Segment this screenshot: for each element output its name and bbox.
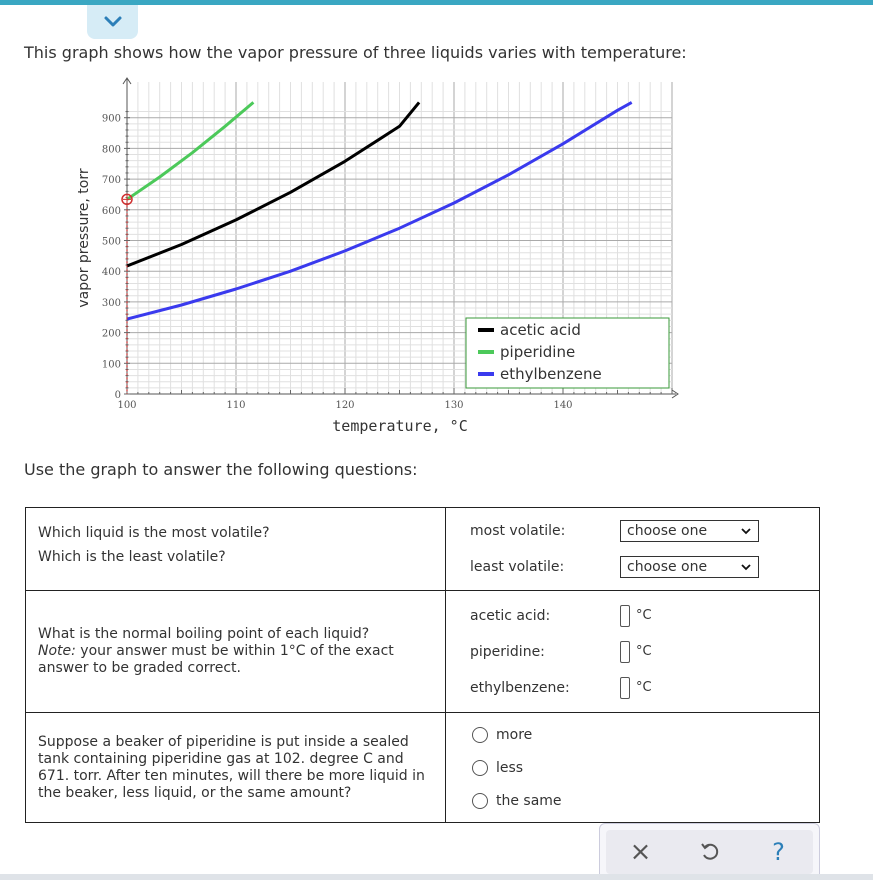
y-tick-label: 600: [101, 205, 121, 217]
undo-button[interactable]: [692, 834, 728, 870]
piperidine-label: piperidine:: [470, 643, 545, 660]
option-label: less: [496, 759, 524, 776]
vapor-pressure-chart: [0, 70, 873, 449]
radio-button[interactable]: [472, 727, 488, 743]
option-less[interactable]: [446, 751, 819, 784]
question-line: Which is the least volatile?: [38, 549, 226, 565]
chart-legend: [466, 318, 669, 388]
select-value: choose one: [627, 559, 708, 575]
answer-boiling-point: [446, 591, 820, 713]
x-tick-label: 120: [335, 400, 355, 411]
x-tick-label: 110: [226, 400, 246, 411]
chevron-down-icon: [740, 562, 752, 572]
question-line: Suppose a beaker of piperidine is put inside a sealed tank containing piperidine gas at 102. degree C and 671. torr. After ten minutes, will there be more liquid in the beaker, less liquid, or the same amount?: [38, 733, 425, 801]
collapse-toggle[interactable]: [87, 5, 138, 39]
questions-table: [25, 507, 820, 823]
y-tick-label: 400: [101, 267, 121, 279]
y-tick-label: 800: [101, 144, 121, 156]
ethylbenzene-bp-input[interactable]: [620, 677, 630, 699]
unit-label: °C: [636, 680, 652, 695]
question-boiling-point: [26, 591, 446, 713]
y-tick-label: 100: [101, 359, 121, 371]
radio-button[interactable]: [472, 760, 488, 776]
y-tick-label: 0: [114, 390, 121, 401]
question-line: Which liquid is the most volatile?: [38, 525, 270, 541]
unit-label: °C: [636, 644, 652, 659]
x-tick-label: 100: [117, 400, 137, 411]
legend-label: piperidine: [500, 343, 576, 361]
questions-heading: Use the graph to answer the following questions:: [24, 460, 418, 479]
least-volatile-select[interactable]: [620, 556, 759, 578]
ethylbenzene-label: ethylbenzene:: [470, 679, 570, 696]
option-label: more: [496, 726, 533, 743]
question-volatility: [26, 508, 446, 591]
bottom-bar: [0, 874, 873, 880]
answer-tools: [599, 823, 820, 880]
most-volatile-select[interactable]: [620, 520, 759, 542]
answer-piperidine-tank: [446, 713, 820, 823]
answer-volatility: [446, 508, 820, 591]
unit-label: °C: [636, 608, 652, 623]
help-button[interactable]: [761, 834, 797, 870]
series-line-ethylbenzene: [127, 102, 632, 319]
undo-icon: [699, 841, 721, 863]
y-tick-label: 700: [101, 175, 121, 187]
question-line: What is the normal boiling point of each liquid?: [38, 626, 370, 642]
close-icon: ×: [629, 837, 652, 867]
y-tick-label: 300: [101, 297, 121, 309]
x-tick-label: 140: [553, 400, 573, 411]
y-tick-label: 200: [101, 328, 121, 340]
y-tick-label: 900: [101, 113, 121, 125]
note-text: your answer must be within 1°C of the exact answer to be graded correct.: [38, 643, 394, 676]
piperidine-bp-input[interactable]: [620, 641, 630, 663]
acetic-acid-bp-input[interactable]: [620, 605, 630, 627]
question-note: [38, 643, 433, 677]
x-tick-label: 130: [444, 400, 464, 411]
least-volatile-label: least volatile:: [470, 559, 565, 575]
option-more[interactable]: [446, 718, 819, 751]
chevron-down-icon: [740, 526, 752, 536]
legend-label: acetic acid: [500, 321, 581, 339]
note-label: Note:: [38, 643, 76, 659]
x-axis-label: temperature, °C: [332, 417, 468, 435]
question-piperidine-tank: [26, 713, 446, 823]
intro-text: This graph shows how the vapor pressure of three liquids varies with temperature:: [24, 43, 687, 62]
help-icon: ?: [772, 838, 785, 866]
clear-button[interactable]: [623, 834, 659, 870]
legend-label: ethylbenzene: [500, 365, 602, 383]
y-tick-label: 500: [101, 236, 121, 248]
acetic-acid-label: acetic acid:: [470, 607, 551, 624]
most-volatile-label: most volatile:: [470, 523, 566, 539]
option-same[interactable]: [446, 784, 819, 817]
select-value: choose one: [627, 523, 708, 539]
y-axis-label: vapor pressure, torr: [76, 168, 92, 308]
radio-button[interactable]: [472, 793, 488, 809]
option-label: the same: [496, 792, 562, 809]
chevron-down-icon: [102, 15, 124, 29]
